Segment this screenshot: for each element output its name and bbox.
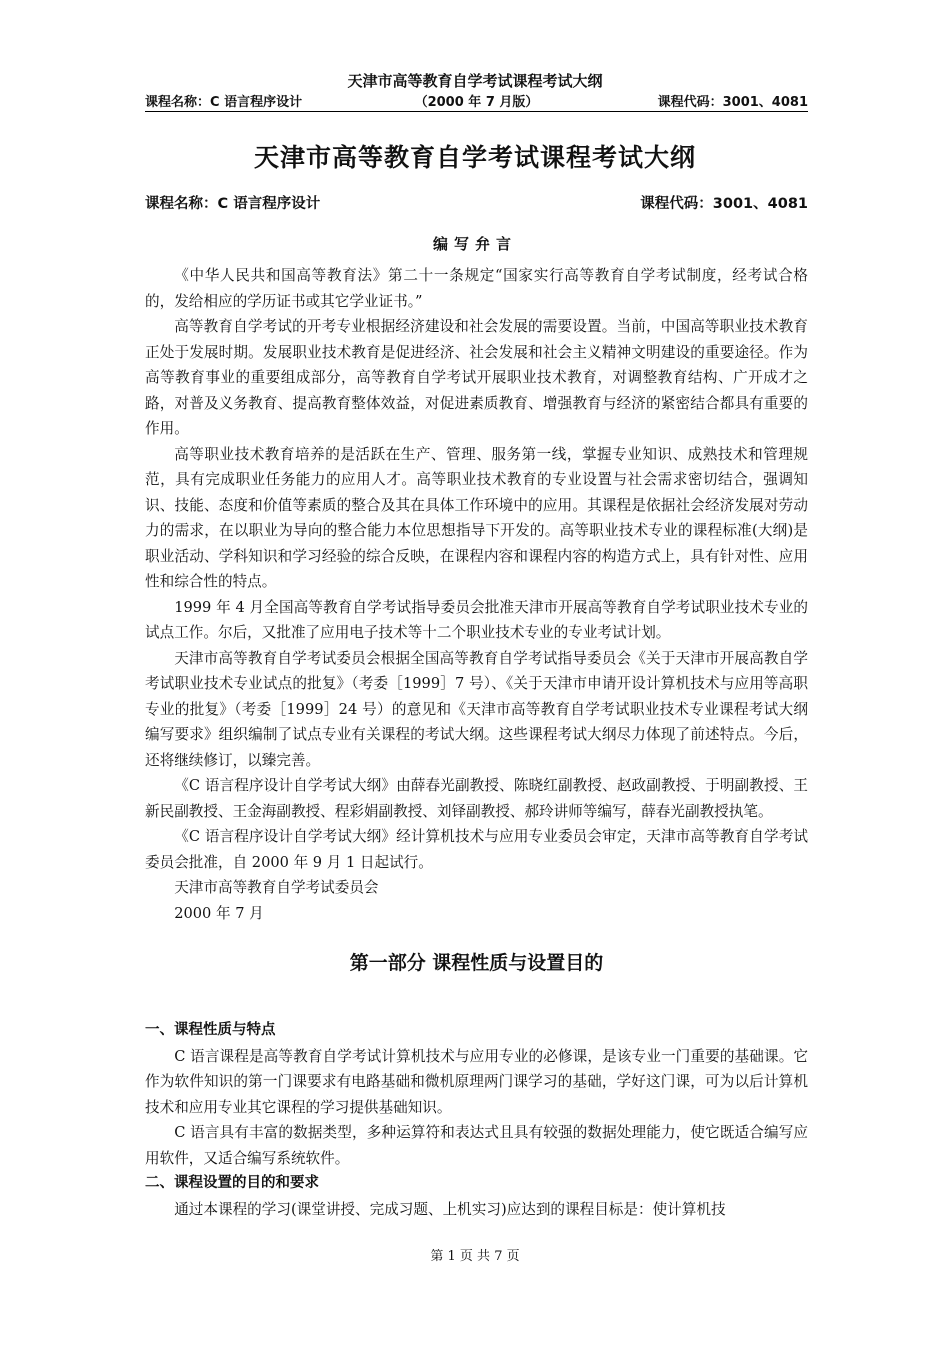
- preface-paragraph: 天津市高等教育自学考试委员会根据全国高等教育自学考试指导委员会《关于天津市开展高教自学考试职业技术专业试点的批复》（考委［1999］7 号）、《关于天津市申请开设计算机技术与应用等高职专业的批复》（考委［1999］24 号）的意见和《天津市高等教育自学考试职业技术专业课程考试大纲编写要求》组织编制了试点专业有关课程的考试大纲。这些课程考试大纲尽力体现了前述特点。今后，还将继续修订，以臻完善。: [145, 649, 808, 769]
- preface-heading: 编写弁言: [432, 235, 517, 253]
- running-header-row: [145, 91, 808, 109]
- preface-signature: 天津市高等教育自学考试委员会: [174, 879, 379, 896]
- running-header-title: 天津市高等教育自学考试课程考试大纲: [347, 72, 603, 90]
- preface-paragraph: 高等教育自学考试的开考专业根据经济建设和社会发展的需要设置。当前，中国高等职业技术教育正处于发展时期。发展职业技术教育是促进经济、社会发展和社会主义精神文明建设的重要途径。作为高等教育事业的重要组成部分，高等教育自学考试开展职业技术教育，对调整教育结构、广开成才之路，对普及义务教育、提高教育整体效益，对促进素质教育、增强教育与经济的紧密结合都具有重要的作用。: [145, 318, 808, 437]
- section-paragraph: 通过本课程的学习(课堂讲授、完成习题、上机实习)应达到的课程目标是：使计算机技: [174, 1200, 726, 1218]
- part-title: 第一部分 课程性质与设置目的: [349, 952, 604, 974]
- page-footer: 第 1 页 共 7 页: [430, 1249, 520, 1264]
- section-paragraph: C 语言课程是高等教育自学考试计算机技术与应用专业的必修课，是该专业一门重要的基础课。它作为软件知识的第一门课要求有电路基础和微机原理两门课学习的基础，学好这门课，可为以后计算机技术和应用专业其它课程的学习提供基础知识。: [145, 1047, 808, 1116]
- preface-paragraph: 《C 语言程序设计自学考试大纲》经计算机技术与应用专业委员会审定，天津市高等教育自学考试委员会批准，自 2000 年 9 月 1 日起试行。: [145, 828, 808, 871]
- section-heading: 一、课程性质与特点: [145, 1022, 276, 1038]
- preface-paragraph: 1999 年 4 月全国高等教育自学考试指导委员会批准天津市开展高等教育自学考试职业技术专业的试点工作。尔后，又批准了应用电子技术等十二个职业技术专业的专业考试计划。: [145, 598, 808, 641]
- preface-date: 2000 年 7 月: [174, 904, 264, 922]
- preface-paragraph: 高等职业技术教育培养的是活跃在生产、管理、服务第一线，掌握专业知识、成熟技术和管理规范，具有完成职业任务能力的应用人才。高等职业技术教育的专业设置与社会需求密切结合，强调知识、技能、态度和价值等素质的整合及其在具体工作环境中的应用。其课程是依据社会经济发展对劳动力的需求，在以职业为导向的整合能力本位思想指导下开发的。高等职业技术专业的课程标准(大纲)是职业活动、学科知识和学习经验的综合反映，在课程内容和课程内容的构造方式上，具有针对性、应用性和综合性的特点。: [145, 445, 808, 590]
- header-course-name: 课程名称：C 语言程序设计: [145, 95, 303, 110]
- page-title: 天津市高等教育自学考试课程考试大纲: [253, 143, 696, 172]
- section-heading: 二、课程设置的目的和要求: [145, 1175, 319, 1191]
- course-name: 课程名称：C 语言程序设计: [145, 196, 321, 212]
- course-info-row: [145, 192, 808, 213]
- header-course-code: 课程代码：3001、4081: [657, 95, 808, 110]
- document-body: [145, 263, 808, 1222]
- course-code: 课程代码：3001、4081: [640, 196, 808, 212]
- preface-paragraph: 《C 语言程序设计自学考试大纲》由薛春光副教授、陈晓红副教授、赵政副教授、于明副教授、王新民副教授、王金海副教授、程彩娟副教授、刘铎副教授、郝玲讲师等编写，薛春光副教授执笔。: [145, 777, 808, 820]
- section-paragraph: C 语言具有丰富的数据类型，多种运算符和表达式且具有较强的数据处理能力，使它既适合编写应用软件，又适合编写系统软件。: [145, 1124, 808, 1167]
- header-divider: [145, 111, 808, 112]
- preface-paragraph: 《中华人民共和国高等教育法》第二十一条规定“国家实行高等教育自学考试制度，经考试合格的，发给相应的学历证书或其它学业证书。”: [145, 267, 808, 310]
- header-edition: （2000 年 7 月版）: [414, 95, 539, 110]
